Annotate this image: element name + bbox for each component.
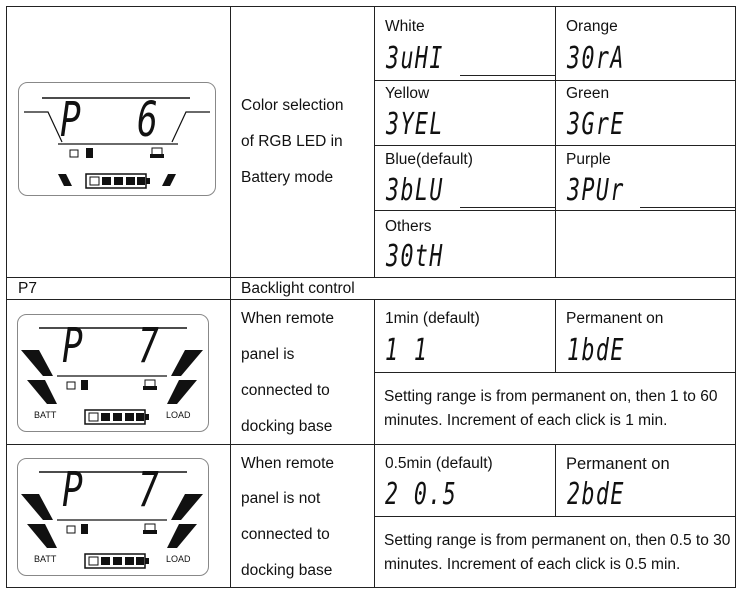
p7-undocked-description-line-2: panel is not (241, 490, 321, 507)
lcd-p7-undocked-batt-label: BATT (34, 554, 57, 564)
option-orange-code: 30rA (567, 41, 625, 76)
p7-docked-permanent-code: 1bdE (567, 333, 625, 368)
p7-docked-default-label: 1min (default) (385, 310, 480, 327)
p7-docked-description-line-4: docking base (241, 418, 333, 435)
p7-undocked-description-line-3: connected to (241, 526, 330, 543)
option-purple-label: Purple (566, 151, 611, 168)
lcd-p7-docked-load-label: LOAD (166, 410, 191, 420)
lcd-p7-undocked-right-digit: 7 (138, 462, 161, 518)
p7-undocked-description-line-4: docking base (241, 562, 333, 579)
options-divider-1 (374, 80, 736, 81)
table-col-divider-3a (555, 6, 556, 277)
option-green-label: Green (566, 85, 610, 102)
p7-code: P7 (18, 280, 37, 297)
lcd-p7-undocked-load-label: LOAD (166, 554, 191, 564)
p7-undocked-permanent-code: 2bdE (567, 477, 625, 512)
p7-undocked-inner-divider (374, 516, 736, 517)
option-blue-underline (460, 207, 555, 208)
p7-undocked-default-label: 0.5min (default) (385, 455, 493, 472)
option-blue-label: Blue(default) (385, 151, 473, 168)
option-green-code: 3GrE (567, 107, 625, 142)
p7-docked-description-line-3: connected to (241, 382, 330, 399)
option-others-code: 30tH (386, 239, 444, 274)
option-blue-code: 3bLU (386, 173, 444, 208)
table-border-p7-header-top (6, 277, 736, 278)
p7-undocked-default-code: 2 0.5 (385, 477, 458, 512)
lcd-display-p6 (18, 82, 216, 196)
option-orange-label: Orange (566, 18, 618, 35)
p7-title: Backlight control (241, 280, 355, 297)
p7-undocked-range-text: Setting range is from permanent on, then 0.5 to 30 minutes. Increment of each click is 0.5 min. (384, 532, 731, 573)
table-border-row2-bottom (6, 444, 736, 445)
table-col-divider-2a (374, 6, 375, 277)
p6-description-line-2: of RGB LED in (241, 133, 343, 150)
option-others-label: Others (385, 218, 432, 235)
p7-docked-permanent-label: Permanent on (566, 310, 664, 327)
p7-docked-inner-divider (374, 372, 736, 373)
table-col-divider-3b (555, 299, 556, 372)
options-divider-2 (374, 145, 736, 146)
table-border-p7-header-bottom (6, 299, 736, 300)
table-col-divider-2b (374, 299, 375, 588)
lcd-p7-docked-left-digit: P (62, 318, 85, 374)
option-purple-code: 3PUr (567, 173, 625, 208)
lcd-p6-right-digit: 6 (137, 92, 160, 148)
table-col-divider-3c (555, 444, 556, 516)
option-white-label: White (385, 18, 425, 35)
p7-docked-description-line-1: When remote (241, 310, 335, 327)
p6-description-line-1: Color selection (241, 97, 344, 114)
table-border-top (6, 6, 736, 7)
option-yellow-label: Yellow (385, 85, 430, 102)
table-border-bottom (6, 587, 736, 588)
option-purple-underline (640, 207, 735, 208)
option-white-underline (460, 75, 555, 76)
p6-description-line-3: Battery mode (241, 169, 334, 186)
option-white-code: 3uHI (386, 41, 444, 76)
option-yellow-code: 3YEL (386, 107, 444, 142)
p7-docked-range-text: Setting range is from permanent on, then 1 to 60 minutes. Increment of each click is 1 min. (384, 388, 718, 429)
lcd-p6-left-digit: P (60, 92, 83, 148)
lcd-p7-undocked-left-digit: P (62, 462, 85, 518)
p7-docked-default-code: 1 1 (385, 333, 429, 368)
table-border-left (6, 6, 7, 588)
p7-docked-description-line-2: panel is (241, 346, 295, 363)
p7-undocked-permanent-label: Permanent on (566, 455, 670, 473)
p7-undocked-description-line-1: When remote (241, 455, 335, 472)
table-border-right (735, 6, 736, 588)
lcd-p7-docked-batt-label: BATT (34, 410, 57, 420)
options-divider-3 (374, 210, 736, 211)
table-col-divider-1 (230, 6, 231, 588)
lcd-p7-docked-right-digit: 7 (138, 318, 161, 374)
